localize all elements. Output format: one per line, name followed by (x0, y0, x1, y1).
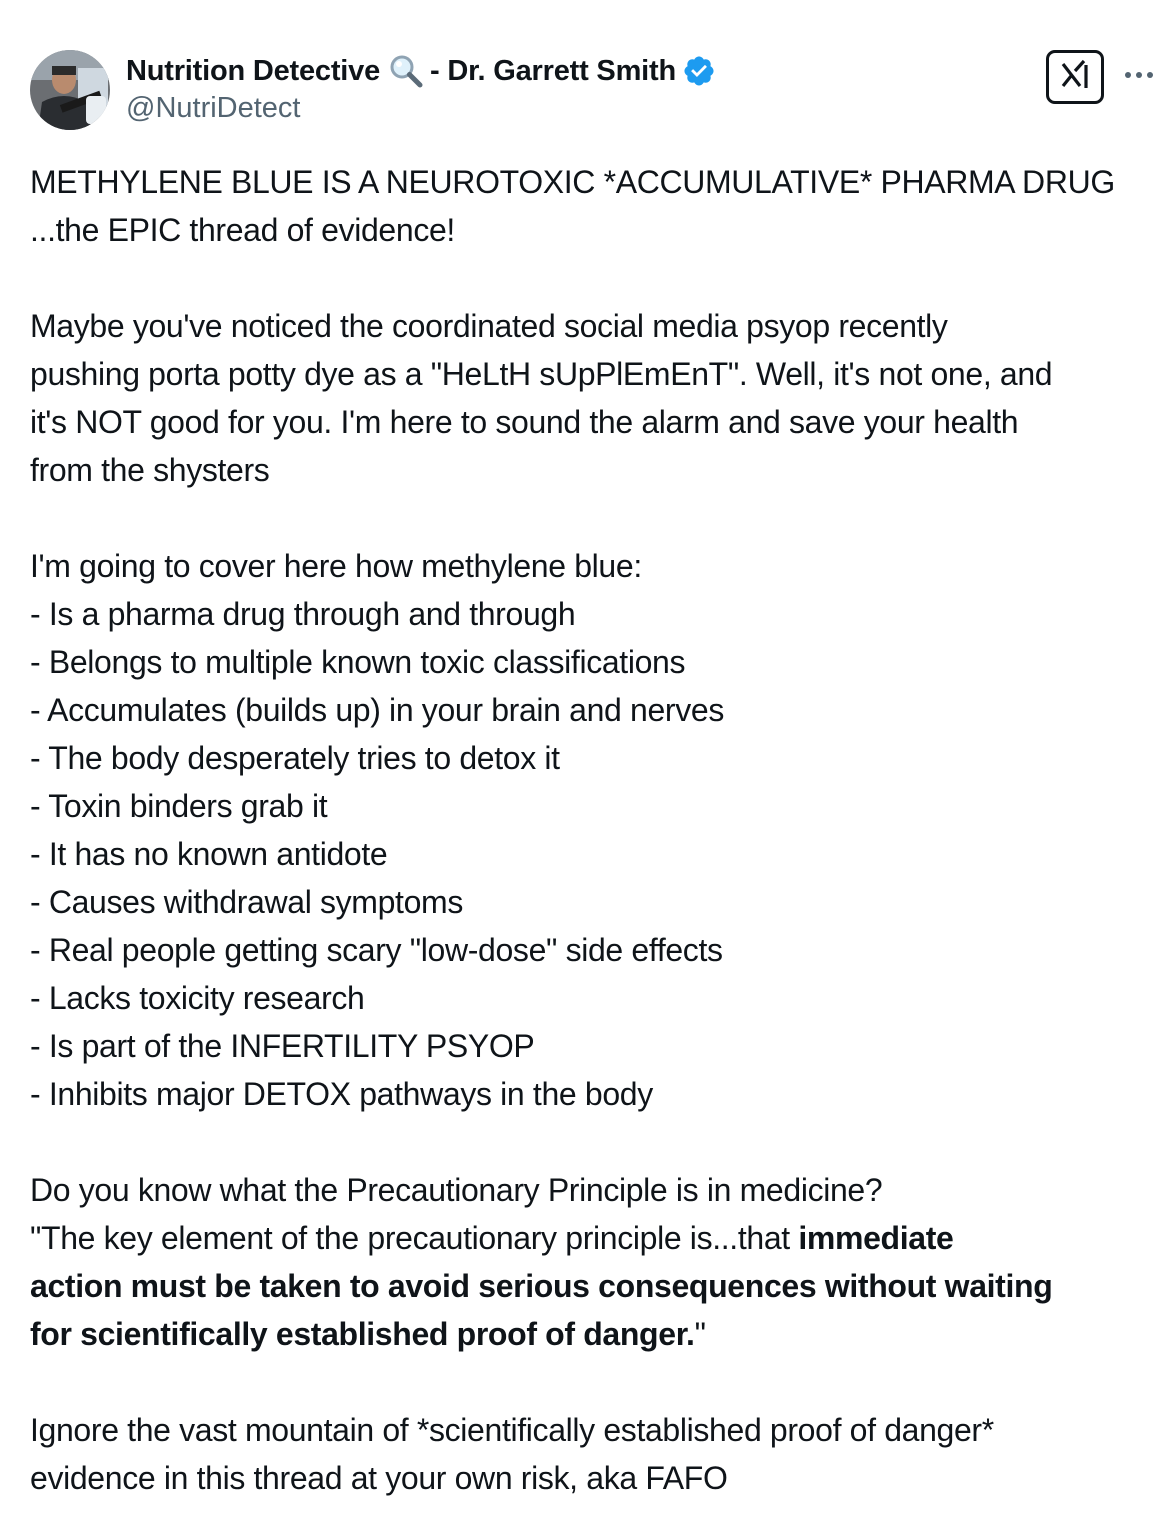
list-item: - Belongs to multiple known toxic classifications (30, 644, 686, 680)
more-button[interactable] (1124, 60, 1156, 90)
grok-icon (1058, 58, 1092, 97)
paragraph-gap (30, 1358, 1156, 1406)
text-line: ...the EPIC thread of evidence! (30, 212, 455, 248)
text-line: it's NOT good for you. I'm here to sound the alarm and save your health (30, 404, 1019, 440)
list-item: - Is a pharma drug through and through (30, 596, 576, 632)
list-item: - Accumulates (builds up) in your brain and nerves (30, 692, 724, 728)
text-line: METHYLENE BLUE IS A NEUROTOXIC *ACCUMULATIVE* PHARMA DRUG (30, 164, 1115, 200)
list-item: - The body desperately tries to detox it (30, 740, 560, 776)
paragraph-gap (30, 1118, 1156, 1166)
avatar[interactable] (30, 50, 110, 130)
tweet-text (30, 158, 1156, 1502)
text-line: pushing porta potty dye as a "HeLtH sUpPlEmEnT". Well, it's not one, and (30, 356, 1053, 392)
tweet-header (30, 50, 1156, 132)
paragraph-gap (30, 494, 1156, 542)
list-item: - Is part of the INFERTILITY PSYOP (30, 1028, 535, 1064)
magnifying-glass-icon (388, 53, 424, 89)
paragraph-gap (30, 254, 1156, 302)
display-name-row[interactable] (126, 52, 716, 90)
author-names (126, 52, 716, 125)
list-intro: I'm going to cover here how methylene blue: (30, 548, 642, 584)
text-line: Do you know what the Precautionary Principle is in medicine? (30, 1172, 883, 1208)
text-line: Maybe you've noticed the coordinated social media psyop recently (30, 308, 948, 344)
text-line: evidence in this thread at your own risk, aka FAFO (30, 1460, 728, 1496)
quote-bold-text: immediate (798, 1220, 954, 1256)
text-line: Ignore the vast mountain of *scientifically established proof of danger* (30, 1412, 994, 1448)
quote-text: "The key element of the precautionary principle is...that (30, 1220, 799, 1256)
quote-line (30, 1214, 1156, 1262)
quote-bold-text: for scientifically established proof of danger. (30, 1316, 695, 1352)
more-icon (1124, 66, 1156, 84)
quote-bold-text: action must be taken to avoid serious consequences without waiting (30, 1268, 1053, 1304)
list-item: - Toxin binders grab it (30, 788, 328, 824)
list-item: - Real people getting scary "low-dose" side effects (30, 932, 723, 968)
list-item: - Lacks toxicity research (30, 980, 365, 1016)
display-name[interactable]: Nutrition Detective (126, 54, 381, 87)
grok-button[interactable] (1046, 50, 1104, 104)
list-item: - It has no known antidote (30, 836, 388, 872)
display-name-suffix[interactable]: - Dr. Garrett Smith (430, 54, 676, 87)
verified-badge-icon[interactable] (682, 54, 716, 88)
text-line: from the shysters (30, 452, 270, 488)
quote-line (30, 1310, 1156, 1358)
list-item: - Inhibits major DETOX pathways in the body (30, 1076, 653, 1112)
handle[interactable]: @NutriDetect (126, 92, 301, 124)
list-item: - Causes withdrawal symptoms (30, 884, 463, 920)
quote-text: " (694, 1316, 706, 1352)
